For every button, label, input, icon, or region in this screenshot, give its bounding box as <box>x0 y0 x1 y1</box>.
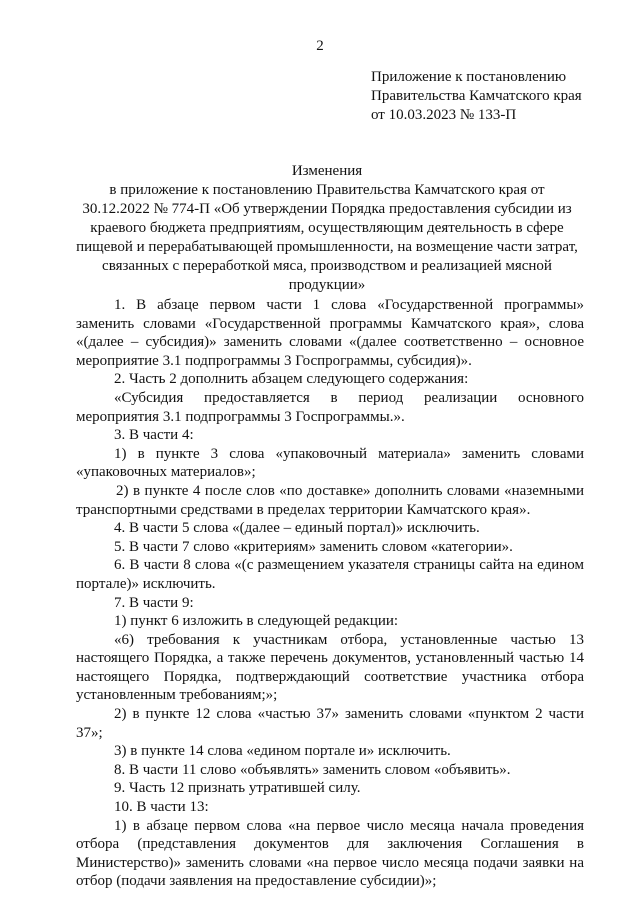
paragraph: 8. В части 11 слово «объявлять» заменить словом «объявить». <box>114 761 511 778</box>
document-heading <box>74 162 580 295</box>
paragraph: 1) в пункте 3 слова «упаковочный материала» заменить словами «упаковочных материалов»; <box>76 445 584 481</box>
paragraph: 2) в пункте 12 слова «частью 37» заменить словами «пунктом 2 части 37»; <box>76 706 584 741</box>
appendix-block <box>371 68 582 125</box>
document-subtitle: в приложение к постановлению Правительства Камчатского края от 30.12.2022 № 774-П «Об утверждении Порядка предоставления субсидии из краевого бюджета предприятиям, осуществляющим деятельность в сфере пищевой и перерабатывающей промышленности, на возмещение части затрат, связанных с переработкой мяса, производством и реализацией мясной продукции» <box>76 182 578 293</box>
paragraph: 2. Часть 2 дополнить абзацем следующего содержания: <box>114 371 469 388</box>
paragraph: 5. В части 7 слово «критериям» заменить словом «категории». <box>114 538 513 555</box>
paragraph: 1) пункт 6 изложить в следующей редакции: <box>114 613 399 630</box>
appendix-line: от 10.03.2023 № 133-П <box>371 107 517 123</box>
paragraph: «Субсидия предоставляется в период реализации основного мероприятия 3.1 подпрограммы 3 Госпрограммы.». <box>76 389 584 425</box>
paragraph: 3) в пункте 14 слова «едином портале и» исключить. <box>114 743 451 760</box>
paragraph: 1) в абзаце первом слова «на первое число месяца начала проведения отбора (представления документов для заключения Соглашения в Министерство)» заменить словами «на первое число месяца подачи заявки на отбор (подачи заявления на предоставление субсидии)»; <box>76 817 584 890</box>
appendix-line: Правительства Камчатского края <box>371 88 582 104</box>
paragraph: 3. В части 4: <box>114 427 194 444</box>
document-title: Изменения <box>291 163 363 179</box>
paragraph: 10. В части 13: <box>114 799 209 816</box>
page-number: 2 <box>316 38 324 54</box>
paragraph: 4. В части 5 слова «(далее – единый портал)» исключить. <box>114 520 480 537</box>
paragraph: 1. В абзаце первом части 1 слова «Государственной программы» заменить словами «Государственной программы Камчатского края», слова «(далее – субсидия)» заменить словами «(далее соответственно – основное мероприятие 3.1 подпрограммы 3 Госпрограммы, субсидия)». <box>76 297 584 369</box>
paragraph: «6) требования к участникам отбора, установленные частью 13 настоящего Порядка, а также перечень документов, установленный частью 14 настоящего Порядка, подтверждающий соответствие участника отбора установленным требованиям;»; <box>76 631 584 704</box>
paragraph: 6. В части 8 слова «(с размещением указателя страницы сайта на едином портале)» исключить. <box>76 557 584 592</box>
paragraph: 7. В части 9: <box>114 594 194 611</box>
document-body <box>76 296 584 891</box>
paragraph: 2) в пункте 4 после слов «по доставке» дополнить словами «наземными транспортными средствами в пределах территории Камчатского края». <box>76 482 584 518</box>
appendix-line: Приложение к постановлению <box>371 69 567 85</box>
paragraph: 9. Часть 12 признать утратившей силу. <box>114 780 361 797</box>
